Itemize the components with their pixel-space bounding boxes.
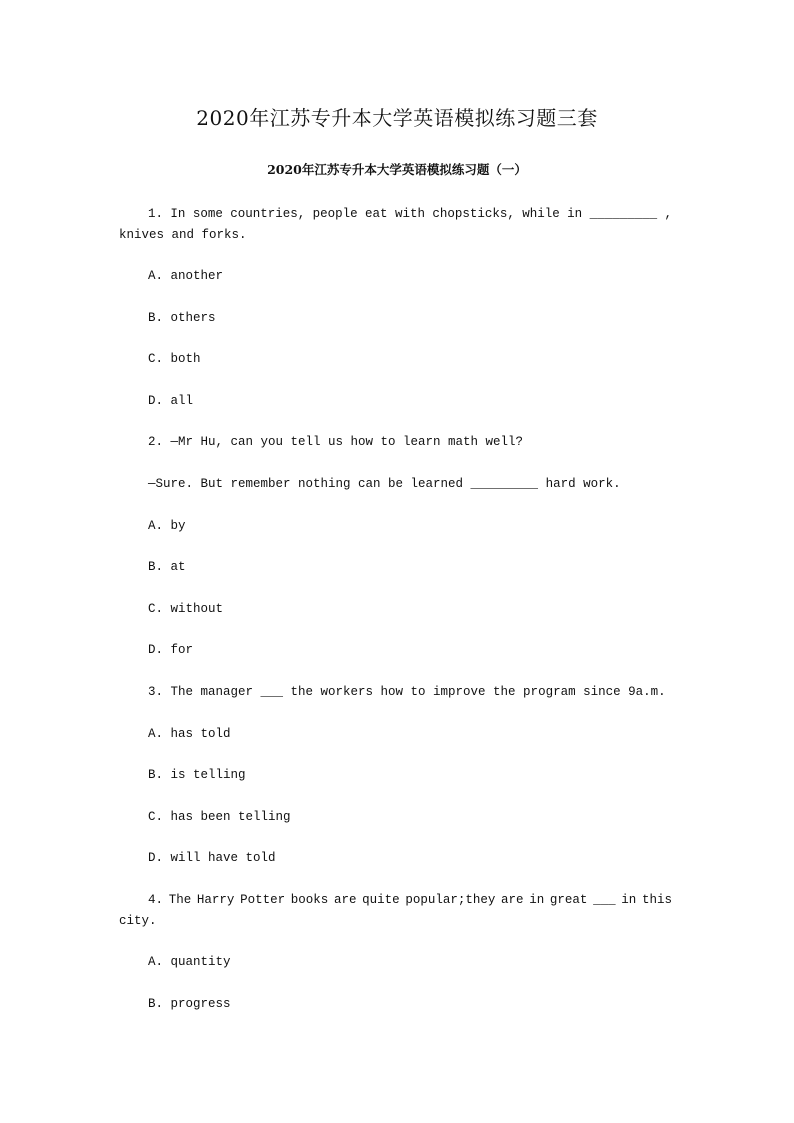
question-1-stem <box>148 206 672 222</box>
q4-blank: ___ <box>593 893 616 907</box>
q4-word: in <box>529 893 545 907</box>
q4-word: books <box>290 893 329 907</box>
question-1-option-d: D. all <box>148 394 194 408</box>
q1-blank: _________ <box>589 207 658 221</box>
q4-word: The <box>168 893 192 907</box>
q4-word: great <box>549 893 588 907</box>
question-1-option-b: B. others <box>148 311 216 325</box>
q1-word: eat <box>365 207 388 221</box>
question-4-stem <box>148 892 672 908</box>
question-2-option-d: D. for <box>148 643 194 657</box>
q4-word: popular;they <box>405 893 496 907</box>
q1-word: in <box>567 207 583 221</box>
q4-word: Harry <box>196 893 235 907</box>
q4-word: quite <box>362 893 400 907</box>
question-3-option-b: B. is telling <box>148 768 246 782</box>
question-1-stem-continued: knives and forks. <box>119 228 247 242</box>
q4-word: are <box>333 893 357 907</box>
q4-word: 4. <box>148 893 164 907</box>
q4-word: in <box>621 893 637 907</box>
question-4-option-a: A. quantity <box>148 955 231 969</box>
q1-word: 1. <box>148 207 164 221</box>
document-subtitle: 2020年江苏专升本大学英语模拟练习题（一） <box>267 162 527 177</box>
question-2-option-c: C. without <box>148 602 224 616</box>
question-2-option-b: B. at <box>148 560 186 574</box>
question-3-option-d: D. will have told <box>148 851 276 865</box>
question-3-option-c: C. has been telling <box>148 810 291 824</box>
q1-word: chopsticks, <box>432 207 515 221</box>
q4-word: Potter <box>240 893 286 907</box>
question-2-option-a: A. by <box>148 519 186 533</box>
q1-word: with <box>394 207 425 221</box>
question-4-option-b: B. progress <box>148 997 231 1011</box>
q1-word: , <box>664 207 672 221</box>
question-3-option-a: A. has told <box>148 727 231 741</box>
document-title: 2020年江苏专升本大学英语模拟练习题三套 <box>196 106 598 130</box>
q1-word: some <box>192 207 223 221</box>
q1-word: people <box>312 207 358 221</box>
q1-word: countries, <box>230 207 306 221</box>
q1-word: In <box>170 207 186 221</box>
question-3-stem: 3. The manager ___ the workers how to improve the program since 9a.m. <box>148 685 666 699</box>
q1-word: while <box>522 207 560 221</box>
question-2-stem-reply: —Sure. But remember nothing can be learned _________ hard work. <box>148 477 621 491</box>
question-1-option-a: A. another <box>148 269 224 283</box>
question-2-stem: 2. —Mr Hu, can you tell us how to learn math well? <box>148 435 524 449</box>
q4-word: this <box>641 893 672 907</box>
question-1-option-c: C. both <box>148 352 201 366</box>
q4-word: are <box>501 893 524 907</box>
question-4-stem-continued: city. <box>119 914 157 928</box>
